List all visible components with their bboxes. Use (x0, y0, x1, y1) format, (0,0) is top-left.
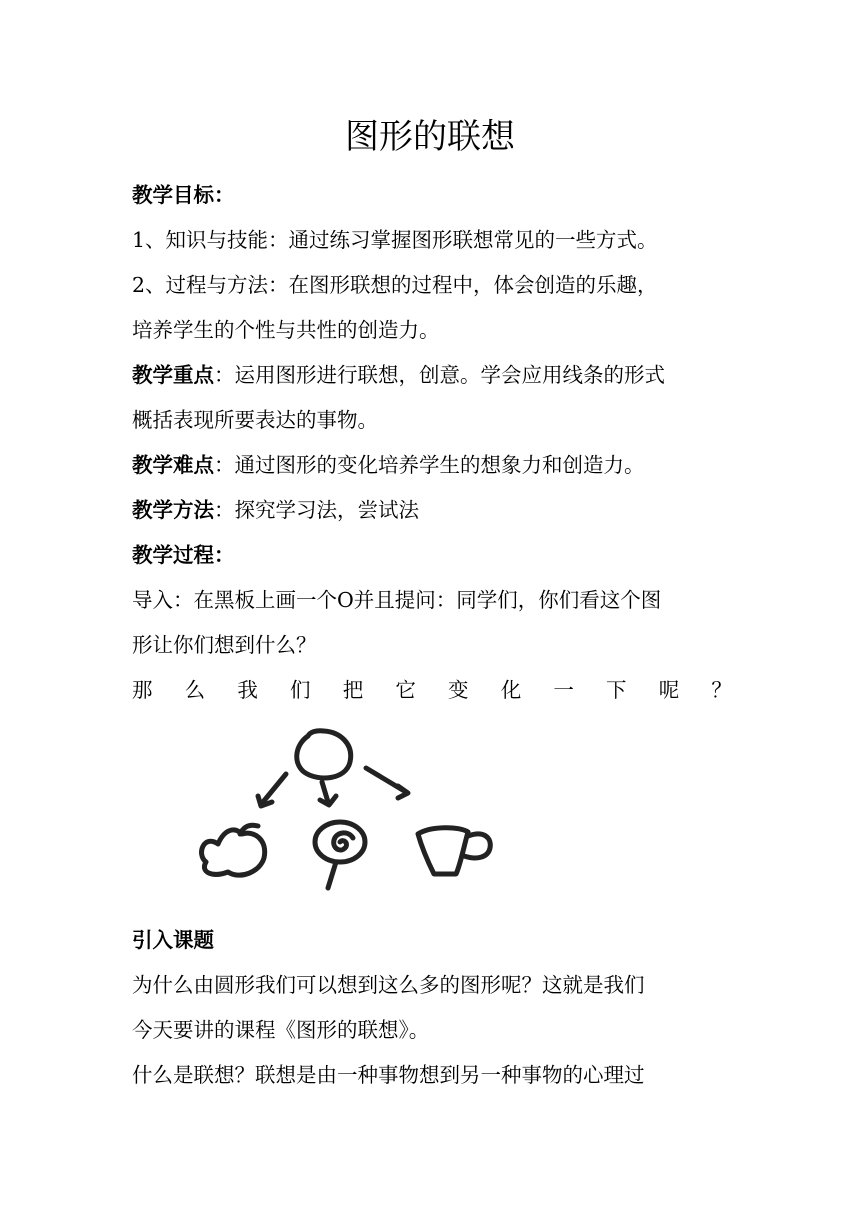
transform-char: 把 (342, 678, 364, 702)
page-title: 图形的联想 (345, 117, 515, 157)
transform-char: 它 (395, 678, 416, 702)
transform-char: ？ (711, 678, 732, 702)
transform-char: 呢 (658, 678, 680, 702)
transform-char: 么 (184, 678, 206, 702)
apple-icon (202, 825, 265, 875)
methods-text: ：探究学习法，尝试法 (214, 498, 419, 522)
methods-line (132, 495, 732, 525)
objective-item-2-line-1: 2、过程与方法：在图形联想的过程中，体会创造的乐趣， (132, 273, 658, 297)
lesson-intro-line-1: 为什么由圆形我们可以想到这么多的图形呢？这就是我们 (132, 973, 645, 997)
process-intro-line-2: 形让你们想到什么？ (132, 633, 317, 657)
lollipop-icon (315, 822, 365, 888)
transform-char: 下 (606, 678, 627, 702)
process-heading: 教学过程： (132, 543, 235, 567)
methods-label: 教学方法 (132, 498, 214, 522)
key-points-text: ：运用图形进行联想，创意。学会应用线条的形式 (214, 363, 665, 387)
transform-char: 化 (500, 678, 522, 702)
objective-item-2-line-2: 培养学生的个性与共性的创造力。 (132, 318, 440, 342)
cup-icon (418, 828, 490, 874)
process-intro-line-1: 导入：在黑板上画一个O并且提问：同学们，你们看这个图 (132, 588, 662, 612)
arrow-left-icon (258, 774, 286, 806)
transform-char: 们 (290, 678, 311, 702)
difficulties-label: 教学难点 (132, 453, 214, 477)
difficulties-line (132, 450, 732, 480)
transform-char: 我 (237, 678, 258, 702)
key-points-label: 教学重点 (132, 363, 214, 387)
difficulties-text: ：通过图形的变化培养学生的想象力和创造力。 (214, 453, 645, 477)
transform-char: 一 (553, 678, 574, 702)
circle-association-drawing (188, 722, 508, 897)
transform-char: 变 (448, 678, 469, 702)
lesson-intro-line-2: 今天要讲的课程《图形的联想》。 (132, 1018, 430, 1042)
objective-item-1: 1、知识与技能：通过练习掌握图形联想常见的一些方式。 (132, 228, 658, 252)
lesson-intro-line-3: 什么是联想？联想是由一种事物想到另一种事物的心理过 (132, 1063, 645, 1087)
transform-char: 那 (132, 678, 153, 702)
transform-question (132, 675, 732, 705)
key-points-line-1 (132, 360, 732, 390)
circle-shape (297, 731, 351, 778)
key-points-line-2: 概括表现所要表达的事物。 (132, 408, 378, 432)
objectives-heading: 教学目标： (132, 183, 235, 207)
lesson-intro-heading: 引入课题 (132, 928, 214, 952)
arrow-right-icon (366, 768, 408, 798)
arrow-middle-icon (320, 782, 336, 805)
